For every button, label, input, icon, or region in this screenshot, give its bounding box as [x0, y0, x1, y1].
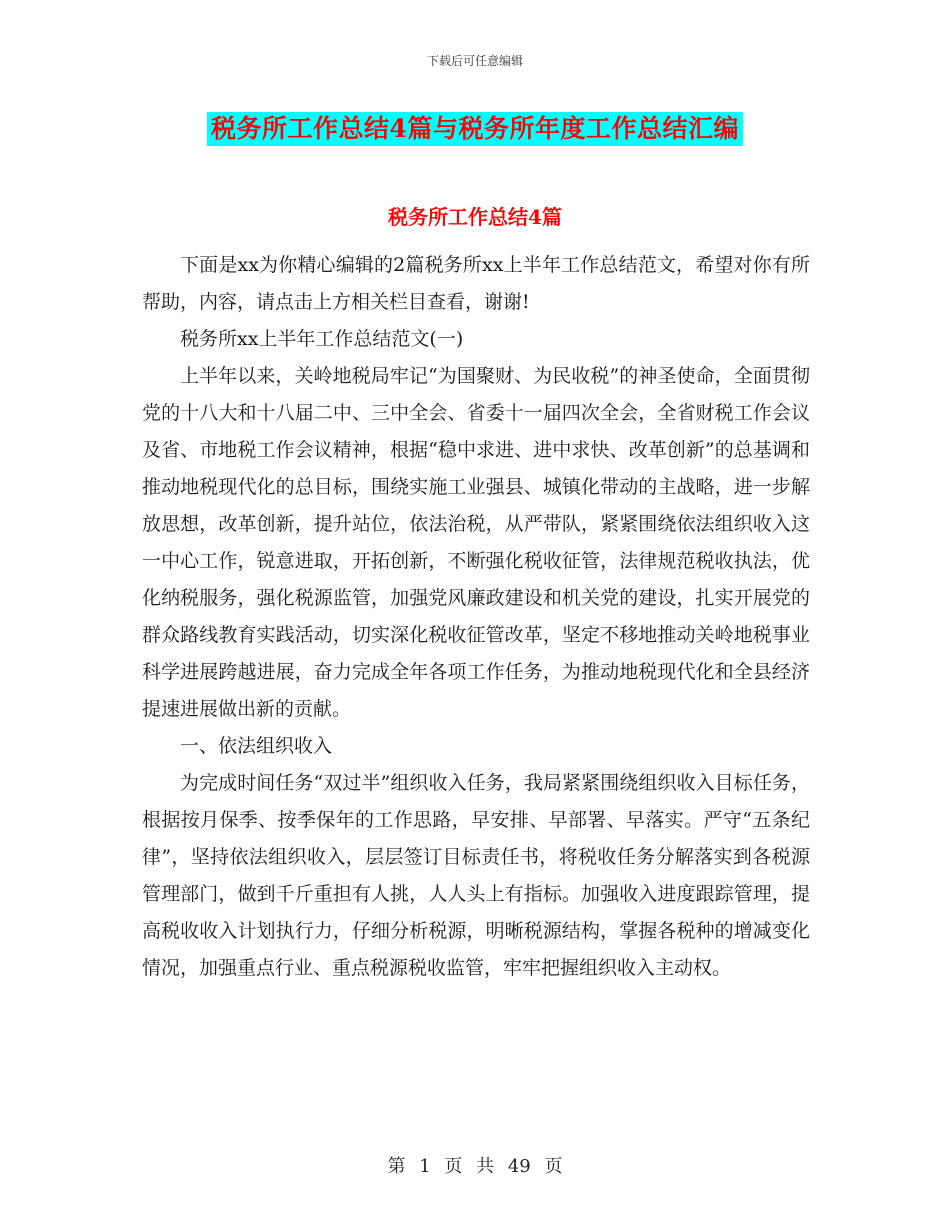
paragraph-main: 上半年以来，关岭地税局牢记“为国聚财、为民收税”的神圣使命，全面贯彻党的十八大和十八届二中、三中全会、省委十一届四次全会，全省财税工作会议及省、市地税工作会议精神，根据“稳中求进、进中求快、改革创新”的总基调和推动地税现代化的总目标，围绕实施工业强县、城镇化带动的主战略，进一步解放思想，改革创新，提升站位，依法治税，从严带队，紧紧围绕依法组织收入这一中心工作，锐意进取，开拓创新，不断强化税收征管，法律规范税收执法，优化纳税服务，强化税源监管，加强党风廉政建设和机关党的建设，扎实开展党的群众路线教育实践活动，切实深化税收征管改革，坚定不移地推动关岭地税事业科学进展跨越进展，奋力完成全年各项工作任务，为推动地税现代化和全县经济提速进展做出新的贡献。 [142, 365, 810, 720]
paragraph-intro: 下面是xx为你精心编辑的2篇税务所xx上半年工作总结范文，希望对你有所帮助，内容，请点击上方相关栏目查看，谢谢! [142, 254, 810, 313]
document-title-container [0, 112, 950, 146]
document-body [142, 247, 810, 987]
page-footer: 第 1 页 共 49 页 [387, 1156, 563, 1177]
page-header-note: 下载后可任意编辑 [426, 54, 523, 68]
document-title: 税务所工作总结4篇与税务所年度工作总结汇编 [207, 112, 743, 146]
paragraph-subtitle: 税务所xx上半年工作总结范文(一) [180, 328, 464, 350]
section-title: 税务所工作总结4篇 [388, 205, 562, 229]
paragraph-heading-1: 一、依法组织收入 [180, 735, 333, 757]
paragraph-income: 为完成时间任务“双过半”组织收入任务，我局紧紧围绕组织收入目标任务，根据按月保季、按季保年的工作思路，早安排、早部署、早落实。严守“五条纪律”，坚持依法组织收入，层层签订目标责任书，将税收任务分解落实到各税源管理部门，做到千斤重担有人挑，人人头上有指标。加强收入进度跟踪管理，提高税收收入计划执行力，仔细分析税源，明晰税源结构，掌握各税种的增减变化情况，加强重点行业、重点税源税收监管，牢牢把握组织收入主动权。 [142, 772, 810, 979]
